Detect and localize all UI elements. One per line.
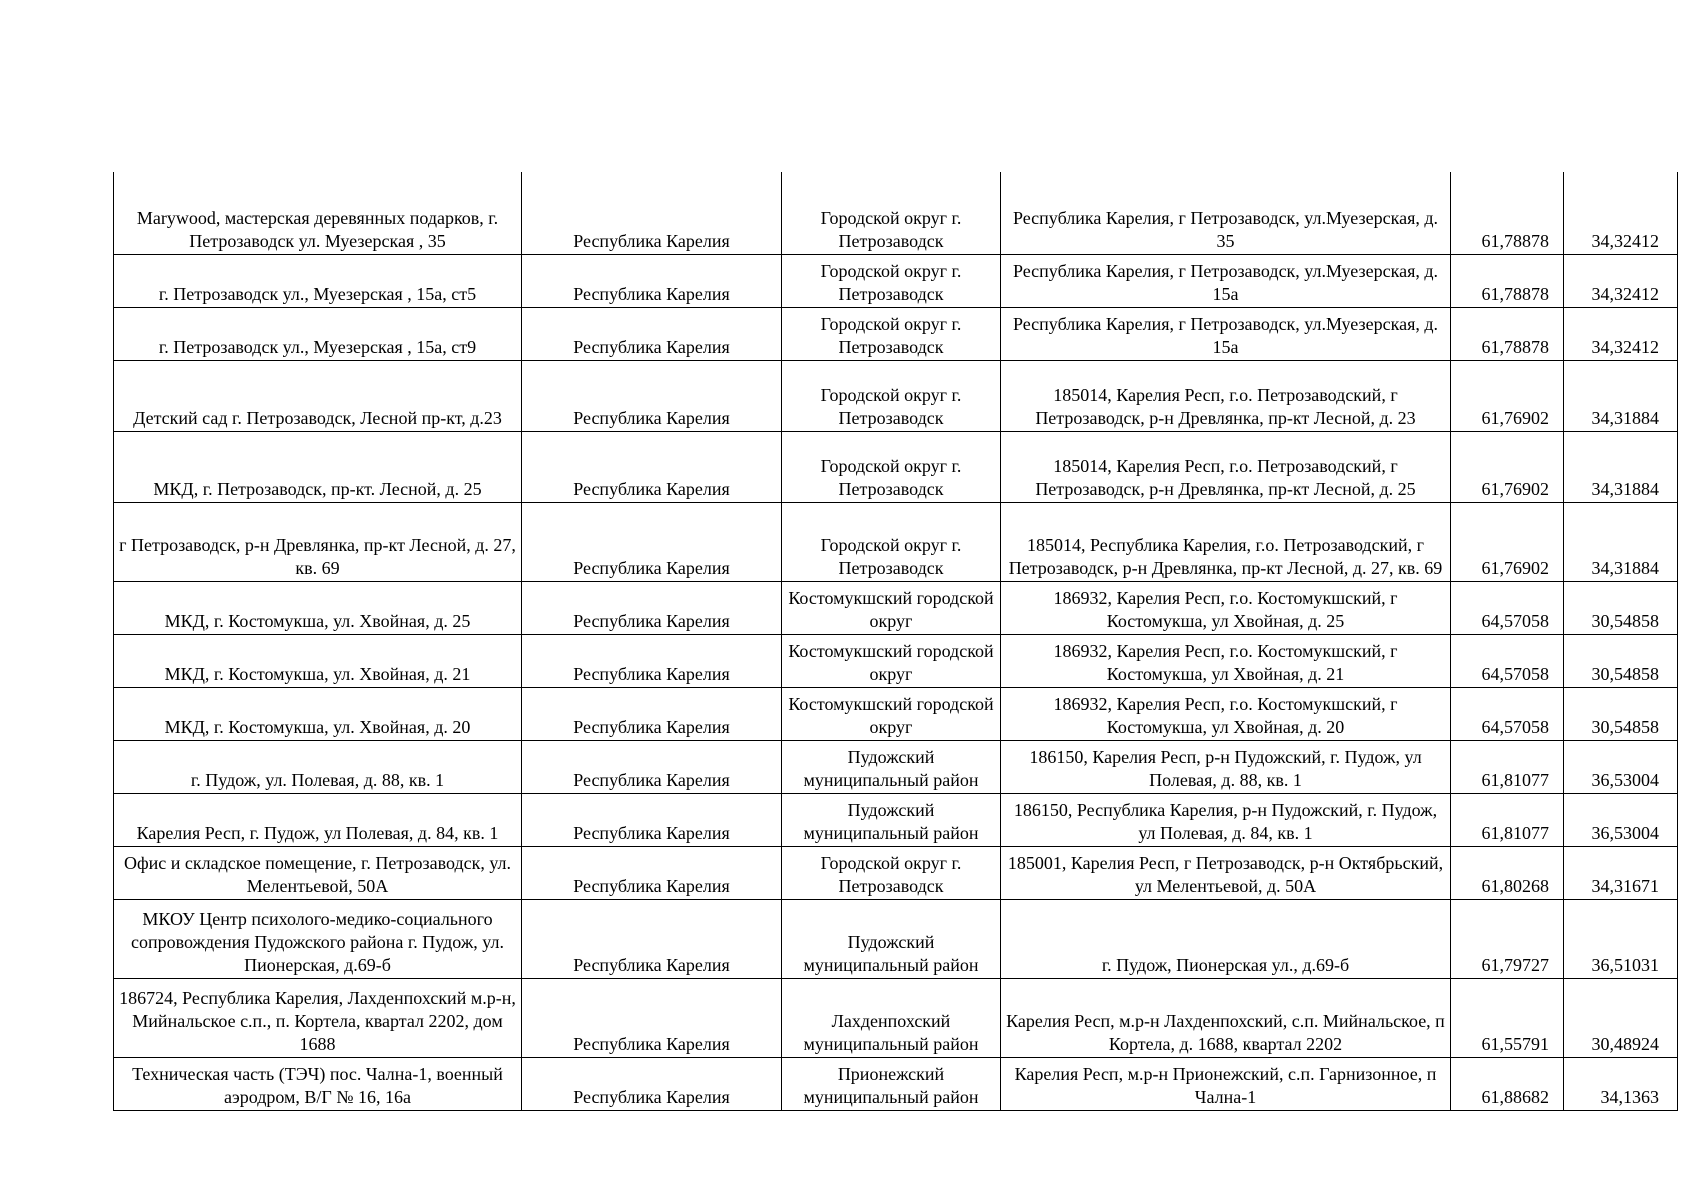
object-name-cell: 186724, Республика Карелия, Лахденпохский м.р-н, Мийнальское с.п., п. Кортела, квартал 2202, дом 1688 — [114, 978, 522, 1057]
region-cell: Республика Карелия — [522, 502, 782, 581]
region-cell: Республика Карелия — [522, 899, 782, 978]
district-cell: Прионежский муниципальный район — [782, 1057, 1001, 1110]
longitude-cell: 34,32412 — [1564, 172, 1678, 254]
table-row — [114, 846, 1678, 899]
longitude-cell: 30,54858 — [1564, 581, 1678, 634]
latitude-cell: 64,57058 — [1451, 634, 1564, 687]
table-row — [114, 899, 1678, 978]
address-cell: 185014, Карелия Респ, г.о. Петрозаводский, г Петрозаводск, р-н Древлянка, пр-кт Лесной, д. 25 — [1001, 431, 1451, 502]
district-cell: Пудожский муниципальный район — [782, 740, 1001, 793]
district-cell: Пудожский муниципальный район — [782, 793, 1001, 846]
object-name-cell: Карелия Респ, г. Пудож, ул Полевая, д. 84, кв. 1 — [114, 793, 522, 846]
object-name-cell: МКД, г. Костомукша, ул. Хвойная, д. 21 — [114, 634, 522, 687]
region-cell: Республика Карелия — [522, 431, 782, 502]
longitude-cell: 36,53004 — [1564, 793, 1678, 846]
latitude-cell: 64,57058 — [1451, 581, 1564, 634]
longitude-cell: 34,31671 — [1564, 846, 1678, 899]
object-name-cell: МКД, г. Костомукша, ул. Хвойная, д. 20 — [114, 687, 522, 740]
longitude-cell: 36,53004 — [1564, 740, 1678, 793]
region-cell: Республика Карелия — [522, 846, 782, 899]
table-row — [114, 502, 1678, 581]
table-row — [114, 581, 1678, 634]
address-cell: Республика Карелия, г Петрозаводск, ул.Муезерская, д. 15а — [1001, 254, 1451, 307]
object-name-cell: Техническая часть (ТЭЧ) пос. Чална-1, военный аэродром, В/Г № 16, 16а — [114, 1057, 522, 1110]
latitude-cell: 61,79727 — [1451, 899, 1564, 978]
latitude-cell: 61,76902 — [1451, 502, 1564, 581]
address-cell: 186150, Карелия Респ, р-н Пудожский, г. Пудож, ул Полевая, д. 88, кв. 1 — [1001, 740, 1451, 793]
latitude-cell: 61,80268 — [1451, 846, 1564, 899]
region-cell: Республика Карелия — [522, 634, 782, 687]
region-cell: Республика Карелия — [522, 793, 782, 846]
table-row — [114, 634, 1678, 687]
table-row — [114, 740, 1678, 793]
latitude-cell: 61,78878 — [1451, 307, 1564, 360]
table-row — [114, 172, 1678, 254]
region-cell: Республика Карелия — [522, 172, 782, 254]
latitude-cell: 61,78878 — [1451, 254, 1564, 307]
region-cell: Республика Карелия — [522, 687, 782, 740]
region-cell: Республика Карелия — [522, 307, 782, 360]
region-cell: Республика Карелия — [522, 1057, 782, 1110]
district-cell: Городской округ г. Петрозаводск — [782, 360, 1001, 431]
address-cell: 186932, Карелия Респ, г.о. Костомукшский, г Костомукша, ул Хвойная, д. 25 — [1001, 581, 1451, 634]
region-cell: Республика Карелия — [522, 254, 782, 307]
object-name-cell: Детский сад г. Петрозаводск, Лесной пр-кт, д.23 — [114, 360, 522, 431]
object-name-cell: г Петрозаводск, р-н Древлянка, пр-кт Лесной, д. 27, кв. 69 — [114, 502, 522, 581]
district-cell: Городской округ г. Петрозаводск — [782, 431, 1001, 502]
longitude-cell: 30,48924 — [1564, 978, 1678, 1057]
address-cell: Карелия Респ, м.р-н Лахденпохский, с.п. Мийнальское, п Кортела, д. 1688, квартал 2202 — [1001, 978, 1451, 1057]
longitude-cell: 34,31884 — [1564, 360, 1678, 431]
latitude-cell: 61,78878 — [1451, 172, 1564, 254]
region-cell: Республика Карелия — [522, 360, 782, 431]
object-name-cell: г. Петрозаводск ул., Муезерская , 15а, ст9 — [114, 307, 522, 360]
latitude-cell: 61,76902 — [1451, 360, 1564, 431]
table-row — [114, 307, 1678, 360]
address-cell: 185014, Республика Карелия, г.о. Петрозаводский, г Петрозаводск, р-н Древлянка, пр-кт Лесной, д. 27, кв. 69 — [1001, 502, 1451, 581]
table-row — [114, 360, 1678, 431]
region-cell: Республика Карелия — [522, 978, 782, 1057]
latitude-cell: 61,88682 — [1451, 1057, 1564, 1110]
address-cell: Карелия Респ, м.р-н Прионежский, с.п. Гарнизонное, п Чална-1 — [1001, 1057, 1451, 1110]
object-name-cell: г. Пудож, ул. Полевая, д. 88, кв. 1 — [114, 740, 522, 793]
table-row — [114, 687, 1678, 740]
address-cell: Республика Карелия, г Петрозаводск, ул.Муезерская, д. 35 — [1001, 172, 1451, 254]
table-row — [114, 978, 1678, 1057]
longitude-cell: 34,32412 — [1564, 307, 1678, 360]
address-cell: 186932, Карелия Респ, г.о. Костомукшский, г Костомукша, ул Хвойная, д. 20 — [1001, 687, 1451, 740]
district-cell: Костомукшский городской округ — [782, 687, 1001, 740]
longitude-cell: 34,31884 — [1564, 502, 1678, 581]
district-cell: Костомукшский городской округ — [782, 634, 1001, 687]
longitude-cell: 30,54858 — [1564, 687, 1678, 740]
address-cell: 185001, Карелия Респ, г Петрозаводск, р-н Октябрьский, ул Мелентьевой, д. 50А — [1001, 846, 1451, 899]
address-cell: 186932, Карелия Респ, г.о. Костомукшский, г Костомукша, ул Хвойная, д. 21 — [1001, 634, 1451, 687]
district-cell: Городской округ г. Петрозаводск — [782, 846, 1001, 899]
district-cell: Городской округ г. Петрозаводск — [782, 172, 1001, 254]
latitude-cell: 61,81077 — [1451, 740, 1564, 793]
object-name-cell: МКОУ Центр психолого-медико-социального сопровождения Пудожского района г. Пудож, ул. Пионерская, д.69-б — [114, 899, 522, 978]
address-cell: Республика Карелия, г Петрозаводск, ул.Муезерская, д. 15а — [1001, 307, 1451, 360]
address-cell: г. Пудож, Пионерская ул., д.69-б — [1001, 899, 1451, 978]
district-cell: Городской округ г. Петрозаводск — [782, 254, 1001, 307]
object-name-cell: Офис и складское помещение, г. Петрозаводск, ул. Мелентьевой, 50А — [114, 846, 522, 899]
table-row — [114, 1057, 1678, 1110]
objects-table — [113, 172, 1678, 1111]
district-cell: Костомукшский городской округ — [782, 581, 1001, 634]
address-cell: 185014, Карелия Респ, г.о. Петрозаводский, г Петрозаводск, р-н Древлянка, пр-кт Лесной, д. 23 — [1001, 360, 1451, 431]
longitude-cell: 34,32412 — [1564, 254, 1678, 307]
latitude-cell: 64,57058 — [1451, 687, 1564, 740]
object-name-cell: Marywood, мастерская деревянных подарков, г. Петрозаводск ул. Муезерская , 35 — [114, 172, 522, 254]
district-cell: Лахденпохский муниципальный район — [782, 978, 1001, 1057]
object-name-cell: г. Петрозаводск ул., Муезерская , 15а, ст5 — [114, 254, 522, 307]
latitude-cell: 61,76902 — [1451, 431, 1564, 502]
latitude-cell: 61,81077 — [1451, 793, 1564, 846]
district-cell: Городской округ г. Петрозаводск — [782, 502, 1001, 581]
table-row — [114, 431, 1678, 502]
object-name-cell: МКД, г. Петрозаводск, пр-кт. Лесной, д. 25 — [114, 431, 522, 502]
table-row — [114, 254, 1678, 307]
district-cell: Пудожский муниципальный район — [782, 899, 1001, 978]
longitude-cell: 34,1363 — [1564, 1057, 1678, 1110]
address-cell: 186150, Республика Карелия, р-н Пудожский, г. Пудож, ул Полевая, д. 84, кв. 1 — [1001, 793, 1451, 846]
district-cell: Городской округ г. Петрозаводск — [782, 307, 1001, 360]
object-name-cell: МКД, г. Костомукша, ул. Хвойная, д. 25 — [114, 581, 522, 634]
region-cell: Республика Карелия — [522, 581, 782, 634]
table-row — [114, 793, 1678, 846]
longitude-cell: 36,51031 — [1564, 899, 1678, 978]
region-cell: Республика Карелия — [522, 740, 782, 793]
longitude-cell: 34,31884 — [1564, 431, 1678, 502]
latitude-cell: 61,55791 — [1451, 978, 1564, 1057]
longitude-cell: 30,54858 — [1564, 634, 1678, 687]
